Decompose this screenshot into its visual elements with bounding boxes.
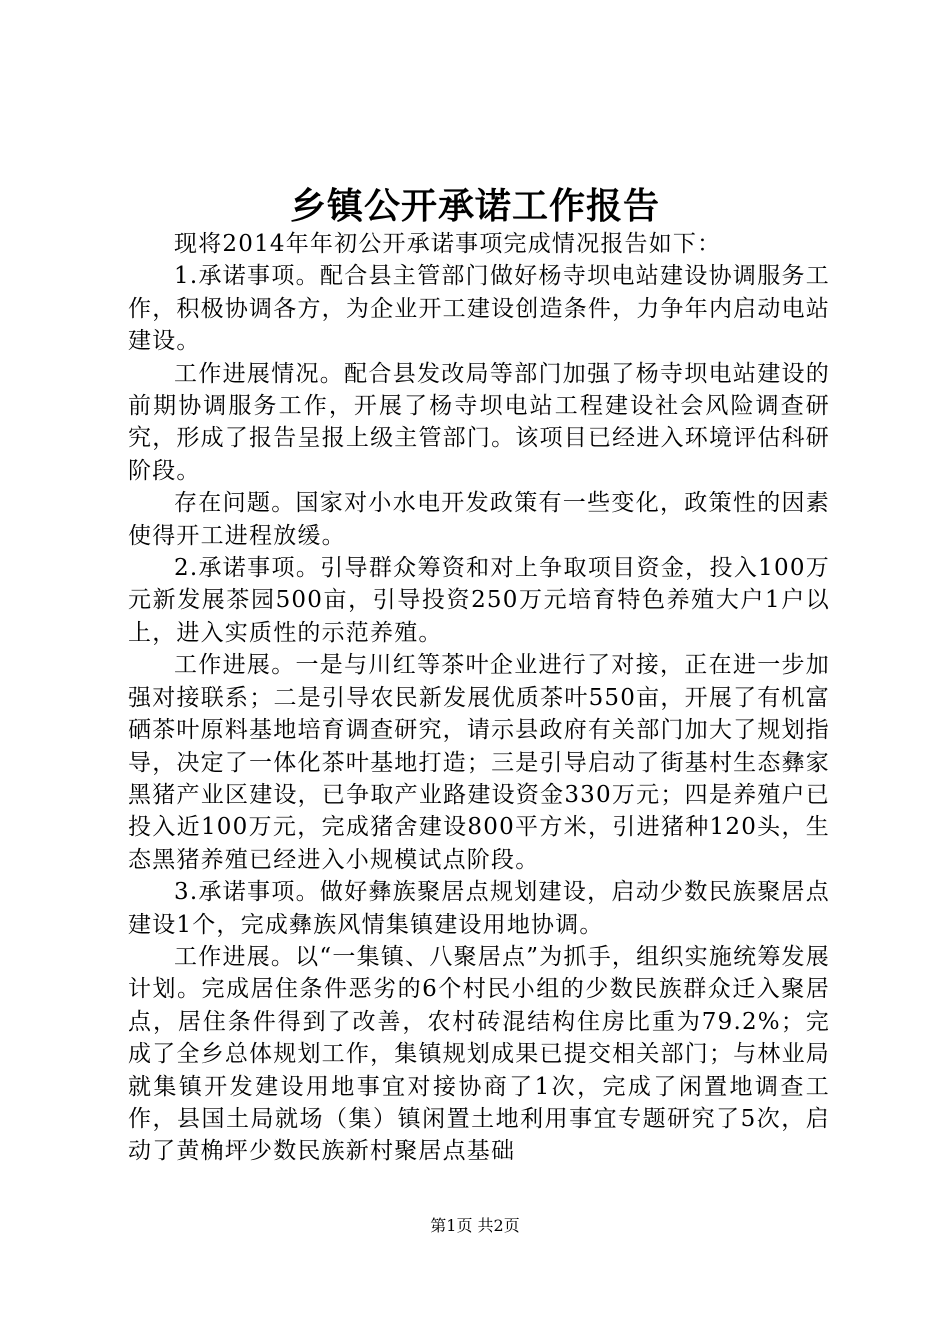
paragraph-progress-1: 工作进展情况。配合县发改局等部门加强了杨寺坝电站建设的前期协调服务工作，开展了杨寺坝电站工程建设社会风险调查研究，形成了报告呈报上级主管部门。该项目已经进入环境评估科研阶段。 <box>128 360 830 484</box>
paragraph-progress-2: 工作进展。一是与川红等茶叶企业进行了对接，正在进一步加强对接联系；二是引导农民新发展优质茶叶550亩，开展了有机富硒茶叶原料基地培育调查研究，请示县政府有关部门加大了规划指导，决定了一体化茶叶基地打造；三是引导启动了街基村生态彝家黑猪产业区建设，已争取产业路建设资金330万元；四是养殖户已投入近100万元，完成猪舍建设800平方米，引进猪种120头，生态黑猪养殖已经进入小规模试点阶段。 <box>128 652 830 873</box>
paragraph-intro: 现将2014年年初公开承诺事项完成情况报告如下： <box>174 231 722 257</box>
paragraph-commitment-3: 3.承诺事项。做好彝族聚居点规划建设，启动少数民族聚居点建设1个，完成彝族风情集镇建设用地协调。 <box>128 879 830 938</box>
paragraph-progress-3: 工作进展。以“一集镇、八聚居点”为抓手，组织实施统筹发展计划。完成居住条件恶劣的6个村民小组的少数民族群众迁入聚居点，居住条件得到了改善，农村砖混结构住房比重为79.2%；完成了全乡总体规划工作，集镇规划成果已提交相关部门；与林业局就集镇开发建设用地事宜对接协商了1次，完成了闲置地调查工作，县国土局就场（集）镇闲置土地利用事宜专题研究了5次，启动了黄桷坪少数民族新村聚居点基础 <box>128 943 830 1165</box>
document-body <box>128 228 830 1168</box>
document-title: 乡镇公开承诺工作报告 <box>289 185 660 227</box>
page-number-footer: 第1页 共2页 <box>430 1216 520 1235</box>
paragraph-commitment-1: 1.承诺事项。配合县主管部门做好杨寺坝电站建设协调服务工作，积极协调各方，为企业开工建设创造条件，力争年内启动电站建设。 <box>128 263 830 355</box>
paragraph-problems-1: 存在问题。国家对小水电开发政策有一些变化，政策性的因素使得开工进程放缓。 <box>128 490 830 549</box>
paragraph-commitment-2: 2.承诺事项。引导群众筹资和对上争取项目资金，投入100万元新发展茶园500亩，引导投资250万元培育特色养殖大户1户以上，进入实质性的示范养殖。 <box>128 555 830 646</box>
